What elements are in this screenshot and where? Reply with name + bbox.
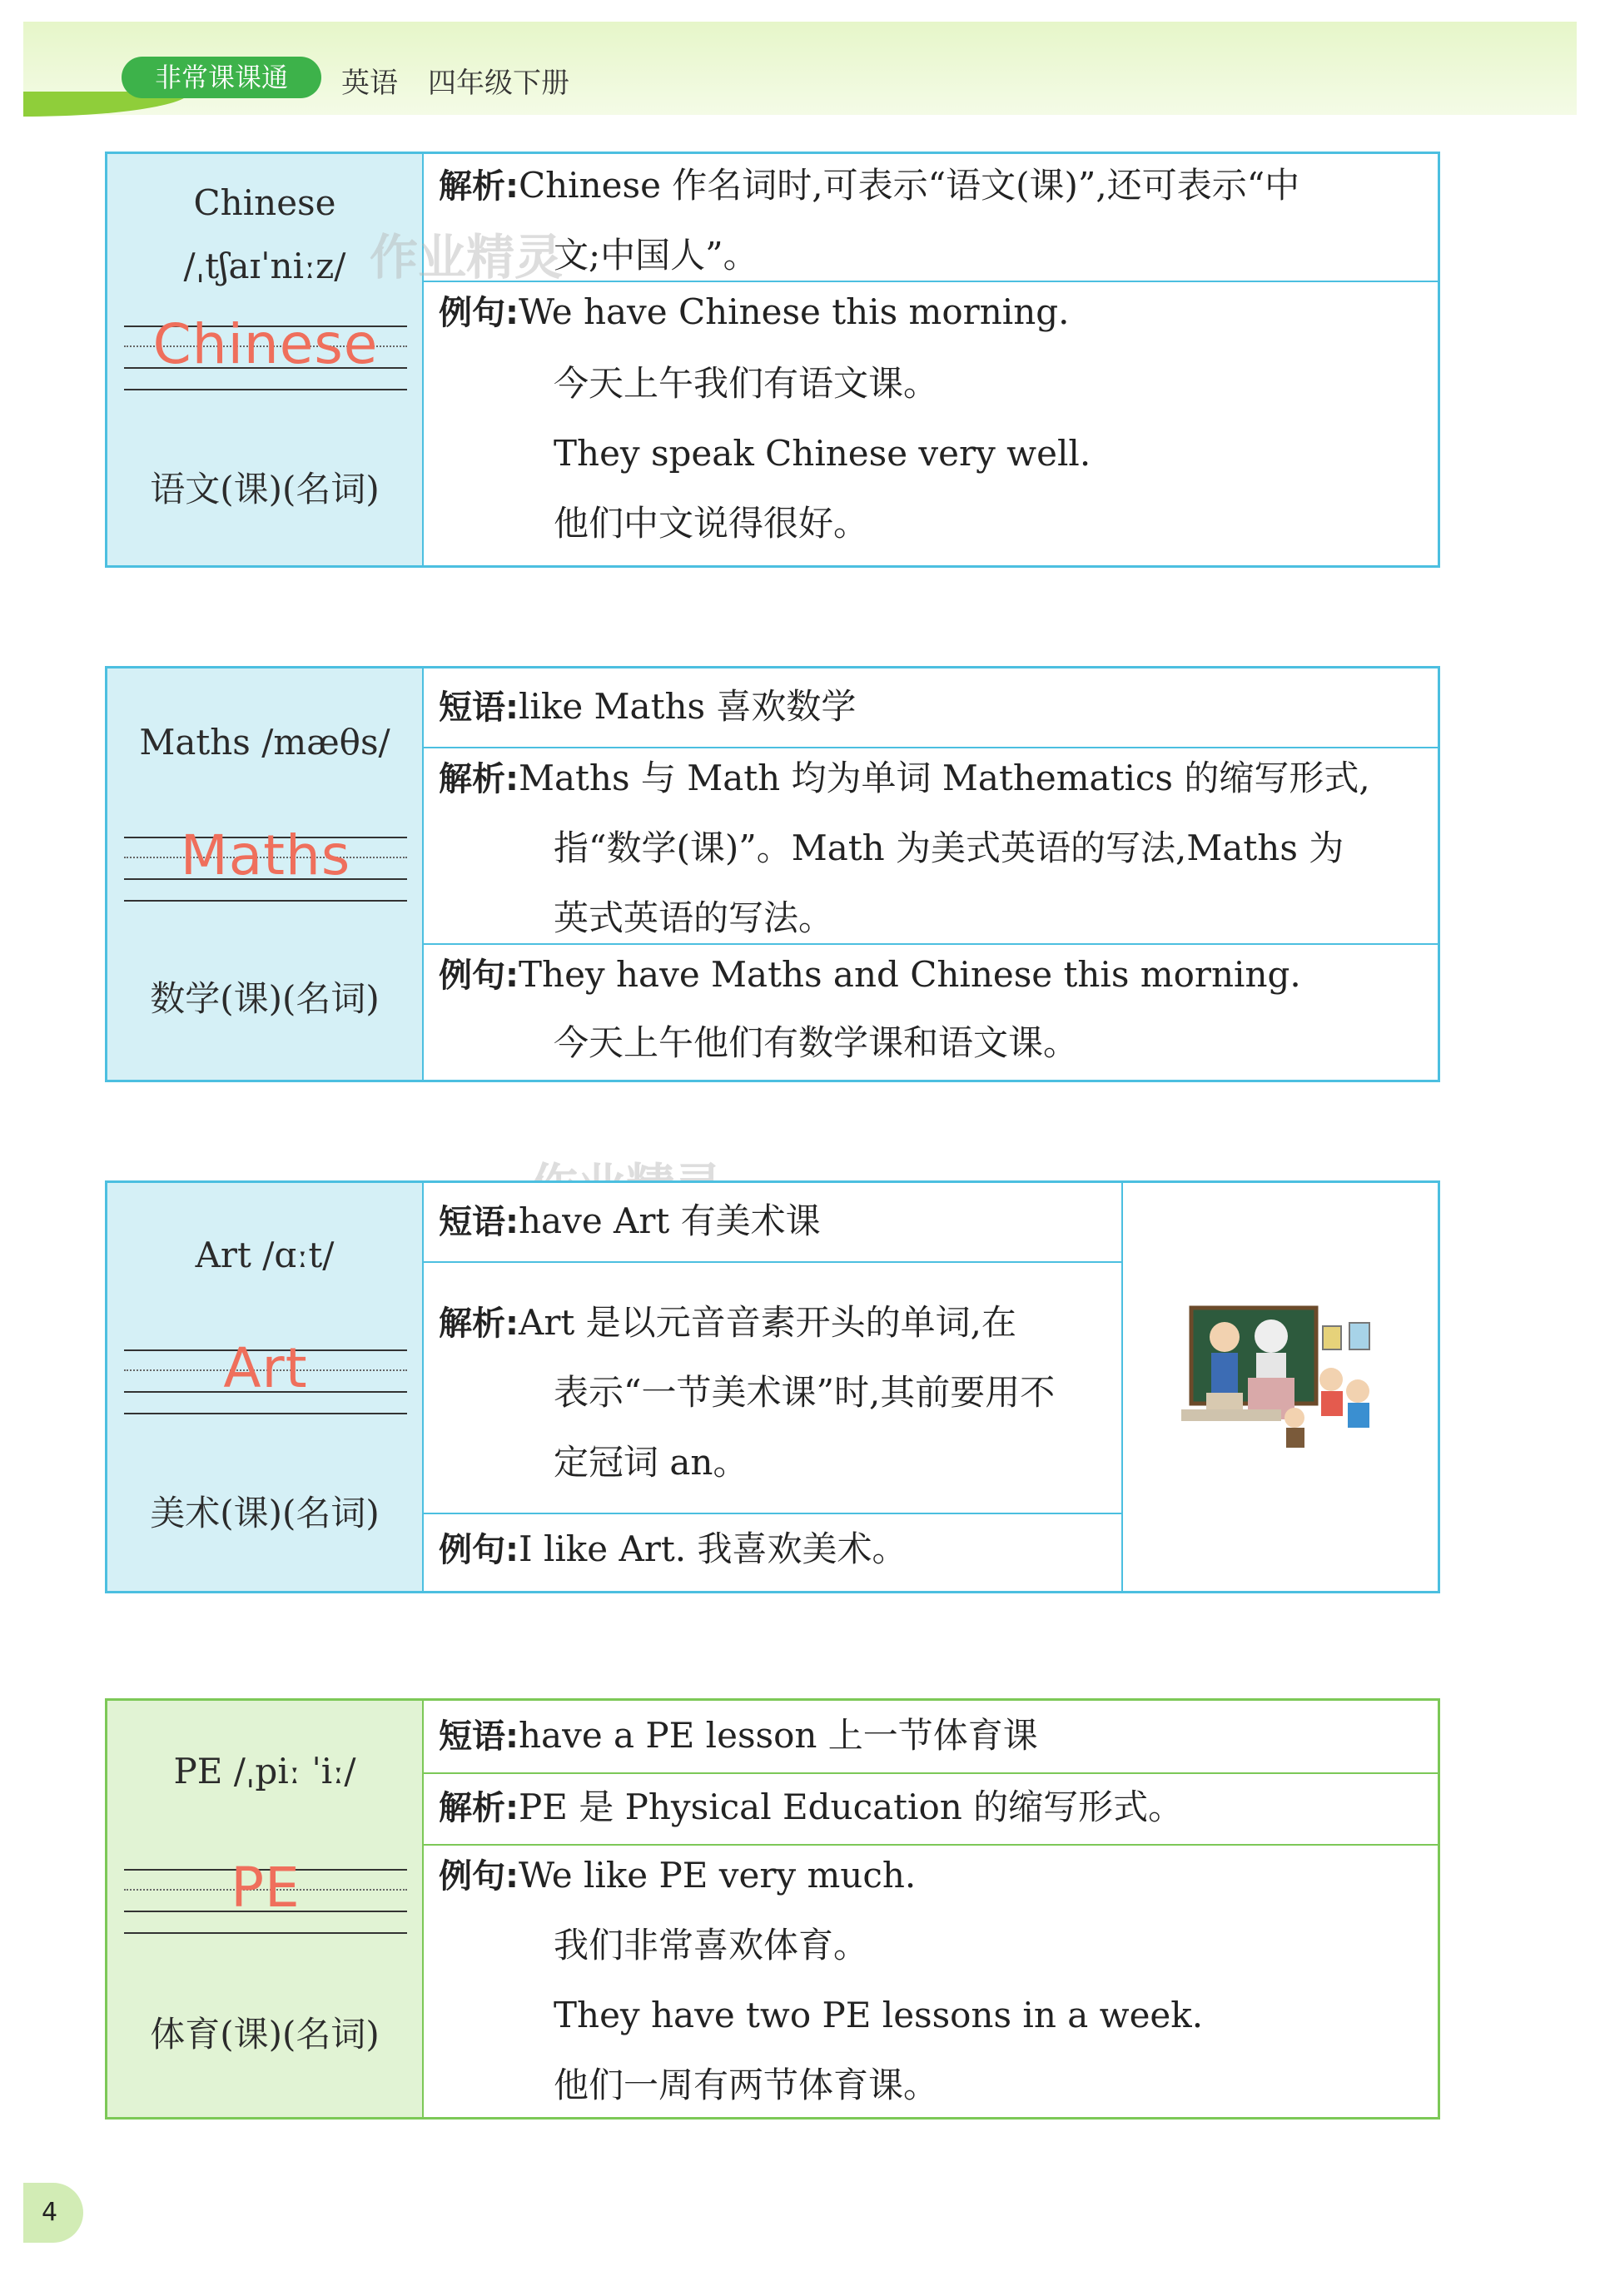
analysis-text: Art 是以元音音素开头的单词,在 bbox=[519, 1302, 1016, 1343]
grade-label: 四年级下册 bbox=[428, 67, 569, 100]
example-text: They speak Chinese very well. bbox=[554, 433, 1091, 474]
analysis-section bbox=[424, 1772, 1438, 1846]
word-with-phonetic bbox=[107, 722, 422, 763]
analysis-label: 解析: bbox=[439, 1789, 519, 1827]
analysis-text: Chinese 作名词时,可表示“语文(课)”,还可表示“中 bbox=[519, 165, 1300, 206]
example-label: 例句: bbox=[439, 1857, 519, 1896]
example-text: 今天上午他们有数学课和语文课。 bbox=[554, 1022, 1079, 1063]
phrase-label: 短语: bbox=[439, 1203, 519, 1241]
word: PE bbox=[173, 1751, 223, 1792]
analysis-text: Maths 与 Math 均为单词 Mathematics 的缩写形式, bbox=[519, 758, 1370, 798]
word-with-phonetic bbox=[107, 1235, 422, 1275]
vocab-card-art bbox=[105, 1180, 1440, 1593]
vocab-card-pe bbox=[105, 1698, 1440, 2120]
analysis-section bbox=[424, 747, 1438, 945]
subject-label: 英语 bbox=[341, 67, 398, 100]
example-section bbox=[424, 281, 1438, 565]
phrase-section bbox=[424, 668, 1438, 747]
phrase-text: like Maths 喜欢数学 bbox=[519, 686, 857, 727]
example-text: We like PE very much. bbox=[519, 1855, 917, 1896]
phonetic: /ˌtʃaɪˈniːz/ bbox=[183, 246, 346, 286]
example-text: 他们一周有两节体育课。 bbox=[554, 2065, 939, 2105]
word-meaning: 体育(课)(名词) bbox=[150, 2014, 380, 2055]
phonetic: /mæθs/ bbox=[261, 722, 390, 763]
handwriting-lines bbox=[124, 1336, 407, 1416]
phrase-section bbox=[424, 1701, 1438, 1772]
example-text: They have two PE lessons in a week. bbox=[554, 1995, 1204, 2035]
phrase-label: 短语: bbox=[439, 688, 519, 727]
handwriting-word: PE bbox=[231, 1856, 301, 1920]
handwriting-lines bbox=[124, 823, 407, 903]
phonetic: /ɑːt/ bbox=[262, 1235, 335, 1275]
word-column bbox=[107, 1183, 424, 1591]
page-number: 4 bbox=[23, 2183, 83, 2243]
word: Art bbox=[195, 1235, 251, 1275]
example-text: 我们非常喜欢体育。 bbox=[554, 1925, 869, 1966]
art-class-illustration bbox=[1123, 1183, 1436, 1591]
handwriting-word: Maths bbox=[180, 823, 351, 887]
analysis-label: 解析: bbox=[439, 1305, 519, 1343]
example-text: 他们中文说得很好。 bbox=[554, 503, 869, 544]
analysis-section bbox=[424, 154, 1438, 281]
example-label: 例句: bbox=[439, 957, 519, 995]
phrase-section bbox=[424, 1183, 1121, 1261]
example-section bbox=[424, 1844, 1438, 2117]
handwriting-word: Chinese bbox=[152, 312, 379, 376]
example-text: 今天上午我们有语文课。 bbox=[554, 363, 939, 404]
analysis-label: 解析: bbox=[439, 167, 519, 206]
word-column bbox=[107, 1701, 424, 2117]
example-section bbox=[424, 1513, 1121, 1591]
vocab-card-maths bbox=[105, 666, 1440, 1082]
word-meaning: 数学(课)(名词) bbox=[150, 978, 380, 1019]
word-meaning: 语文(课)(名词) bbox=[150, 469, 380, 509]
word: Chinese bbox=[193, 182, 336, 223]
word-meaning: 美术(课)(名词) bbox=[150, 1493, 380, 1533]
example-label: 例句: bbox=[439, 1531, 519, 1569]
analysis-text: 指“数学(课)”。Math 为美式英语的写法,Maths 为 bbox=[554, 827, 1344, 868]
phonetic: /ˌpiː ˈiː/ bbox=[233, 1751, 356, 1792]
word-column bbox=[107, 668, 424, 1080]
handwriting-lines bbox=[124, 1856, 407, 1936]
analysis-text: PE 是 Physical Education 的缩写形式。 bbox=[519, 1787, 1184, 1827]
example-label: 例句: bbox=[439, 294, 519, 332]
phrase-text: have Art 有美术课 bbox=[519, 1200, 821, 1241]
word: Maths bbox=[139, 722, 251, 763]
analysis-text: 英式英语的写法。 bbox=[554, 897, 834, 938]
example-text: They have Maths and Chinese this morning. bbox=[519, 954, 1301, 995]
phrase-label: 短语: bbox=[439, 1717, 519, 1756]
example-text: We have Chinese this morning. bbox=[519, 291, 1070, 332]
handwriting-lines bbox=[124, 312, 407, 392]
example-text: I like Art. 我喜欢美术。 bbox=[519, 1528, 907, 1569]
watermark: 作业精灵 bbox=[370, 229, 564, 286]
analysis-section bbox=[424, 1261, 1121, 1514]
example-section bbox=[424, 943, 1438, 1080]
word-with-phonetic bbox=[107, 1751, 422, 1792]
illustration-column bbox=[1121, 1183, 1438, 1591]
analysis-text: 文;中国人”。 bbox=[554, 235, 758, 276]
analysis-label: 解析: bbox=[439, 760, 519, 798]
analysis-text: 定冠词 an。 bbox=[554, 1442, 748, 1483]
phrase-text: have a PE lesson 上一节体育课 bbox=[519, 1715, 1038, 1756]
vocab-card-chinese bbox=[105, 152, 1440, 568]
word-column bbox=[107, 154, 424, 565]
analysis-text: 表示“一节美术课”时,其前要用不 bbox=[554, 1372, 1056, 1413]
brand-badge: 非常课课通 bbox=[122, 57, 321, 98]
handwriting-word: Art bbox=[223, 1336, 308, 1400]
